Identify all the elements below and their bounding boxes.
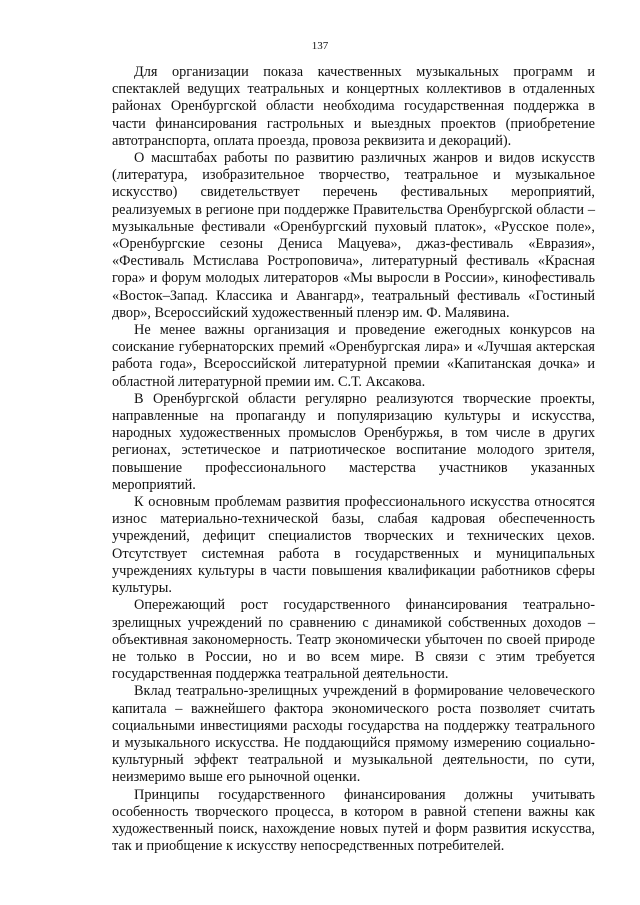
paragraph: О масштабах работы по развитию различных жанров и видов искусств (литература, изобразительное творчество, театральное и музыкальное искусство) свидетельствует перечень фестивальных мероприятий, реализуемых в регионе при поддержке Правительства Оренбургской области – музыкальные фестивали «Оренбургский пуховый платок», «Русское поле», «Оренбургские сезоны Дениса Мацуева», джаз-фестиваль «Евразия», «Фестиваль Мстислава Ростроповича», литературный фестиваль «Красная гора» и форум молодых литераторов «Мы выросли в России», кинофестиваль «Восток–Запад. Классика и Авангард», театральный фестиваль «Гостиный двор», Всероссийский художественный пленэр им. Ф. Малявина.	[112, 150, 595, 321]
paragraph: Для организации показа качественных музыкальных программ и спектаклей ведущих театральных и концертных коллективов в отдаленных районах Оренбургской области необходима государственная поддержка в части финансирования гастрольных и выездных проектов (приобретение автотранспорта, оплата проезда, провоза реквизита и декораций).	[112, 64, 595, 149]
paragraph: Опережающий рост государственного финансирования театрально-зрелищных учреждений по сравнению с динамикой собственных доходов – объективная закономерность. Театр экономически убыточен по своей природе не только в России, но и во всем мире. В связи с этим требуется государственная поддержка театральной деятельности.	[112, 597, 595, 683]
paragraph: В Оренбургской области регулярно реализуются творческие проекты, направленные на пропаганду и популяризацию культуры и искусства, народных художественных промыслов Оренбуржья, в том числе в других регионах, эстетическое и патриотическое воспитание молодого зрителя, повышение профессионального мастерства участников указанных мероприятий.	[112, 390, 595, 493]
page-body	[112, 64, 595, 855]
page-number: 137	[311, 40, 329, 52]
paragraph: К основным проблемам развития профессионального искусства относятся износ материально-технической базы, слабая кадровая обеспеченность учреждений, дефицит специалистов творческих и технических цехов. Отсутствует системная работа в государственных и муниципальных учреждениях культуры в части повышения квалификации работников сферы культуры.	[112, 494, 595, 597]
paragraph: Вклад театрально-зрелищных учреждений в формирование человеческого капитала – важнейшего фактора экономического роста позволяет считать социальными инвестициями расходы государства на поддержку театрального и музыкального искусства. Не поддающийся прямому измерению социально-культурный эффект театральной и музыкальной деятельности, по сути, неизмеримо выше его рыночной оценки.	[112, 683, 595, 786]
paragraph: Не менее важны организация и проведение ежегодных конкурсов на соискание губернаторских премий «Оренбургская лира» и «Лучшая актерская работа года», Всероссийской литературной премии «Капитанская дочка» и областной литературной премии им. С.Т. Аксакова.	[112, 322, 595, 390]
paragraph: Принципы государственного финансирования должны учитывать особенность творческого процесса, в котором в равной степени важны как художественный поиск, нахождение новых путей и форм развития искусства, так и приобщение к искусству непосредственных потребителей.	[112, 786, 595, 855]
